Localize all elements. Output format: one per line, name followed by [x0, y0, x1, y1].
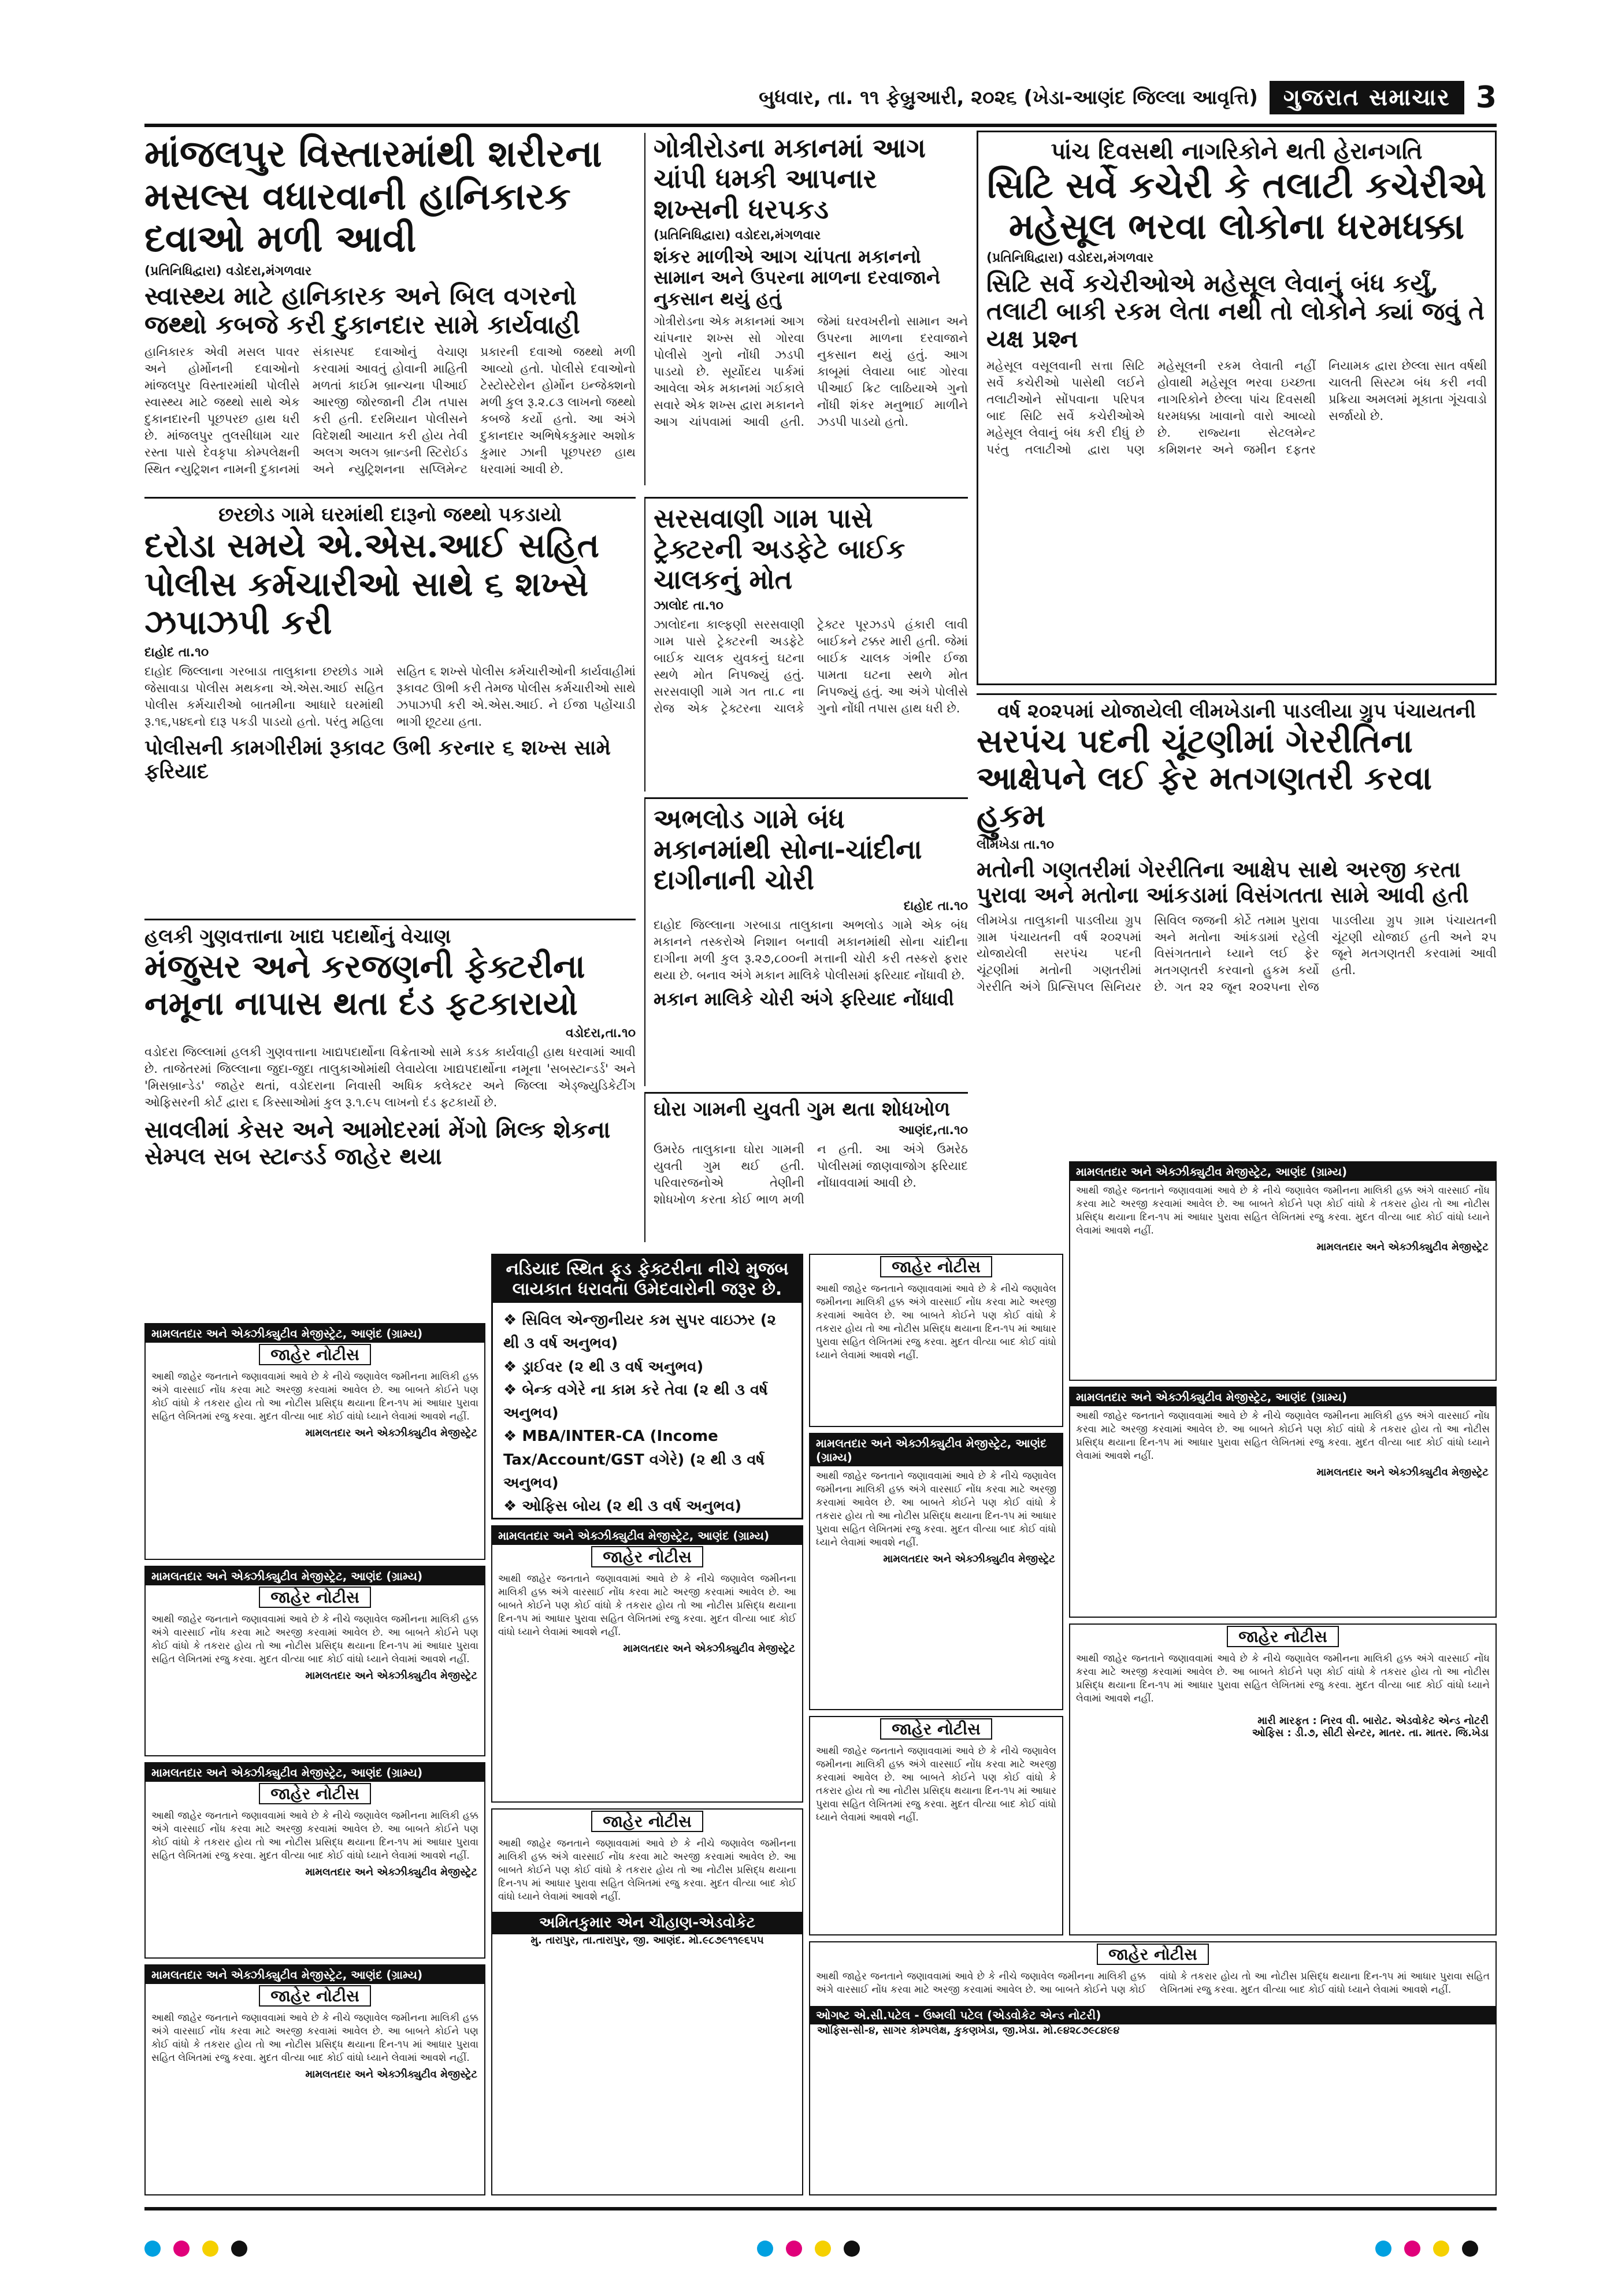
story-kicker: હલકી ગુણવત્તાના ખાદ્ય પદાર્થોનું વેચાણ — [144, 925, 451, 948]
story-body: વડોદરા જિલ્લામાં હલકી ગુણવત્તાના ખાદ્યપદાર્થોના વિક્રેતાઓ સામે કડક કાર્યવાહી હાથ ધરવામાં આવી છે. તાજેતરમાં જિલ્લાના જુદા-જુદા તાલુકાઓમાંથી લેવાયેલા ખાદ્યપદાર્થોના નમૂના 'સબસ્ટાન્ડર્ડ' અને 'મિસબ્રાન્ડેડ' જાહેર થતાં, વડોદરાના નિવાસી અધિક કલેક્ટર અને જિલ્લા એડ્જ્યુડિકેટીંગ ઓફિસરની કોર્ટ દ્વારા ૬ કિસ્સાઓમાં કુલ રૂ.૧.૯૫ લાખનો દંડ ફટકાર્યો છે. — [144, 1045, 636, 1109]
story-byline: દાહોદ તા.૧૦ — [903, 898, 968, 913]
yellow-dot — [202, 2241, 218, 2257]
advocate-address: મુ. તારાપુર, તા.તારાપુર, જી. આણંદ. મો.૯૮૭૯૧૧૯૬૫૫ — [530, 1934, 764, 1946]
notice-signoff: મામલતદાર અને એક્ઝીક્યુટીવ મેજીસ્ટ્રેટ — [1316, 1466, 1489, 1478]
story-byline: વડોદરા,તા.૧૦ — [565, 1026, 636, 1041]
notice-signoff: મામલતદાર અને એક્ઝીક્યુટીવ મેજીસ્ટ્રેટ — [305, 1669, 477, 1682]
notice-office: મામલતદાર અને એક્ઝીક્યુટીવ મેજીસ્ટ્રેટ, આણંદ (ગ્રામ્ય) — [146, 1966, 484, 1984]
job-advertisement — [491, 1254, 803, 1519]
notice-body: આથી જાહેર જનતાને જણાવવામાં આવે છે કે નીચે જણાવેલ જમીનના માલિકી હક્ક અંગે વારસાઈ નોંધ કરવા માટે અરજી કરવામાં આવેલ છે. આ બાબતે કોઈને પણ કોઈ વાંધો કે તકરાર હોય તો આ નોટીસ પ્રસિદ્ધ થયાના દિન-૧૫ માં આધાર પુરાવા સહિત લેખિતમાં રજુ કરવા. મુદત વીત્યા બાદ કોઈ વાંધો ધ્યાને લેવામાં આવશે નહીં. — [151, 1371, 478, 1422]
job-item: ❖ બેન્ક વગેરે ના કામ કરે તેવા (૨ થી ૩ વર્ષ અનુભવ) — [503, 1381, 768, 1422]
newspaper-brand: ગુજરાત સમાચાર — [1270, 81, 1464, 114]
notice-body: આથી જાહેર જનતાને જણાવવામાં આવે છે કે નીચે જણાવેલ જમીનના માલિકી હક્ક અંગે વારસાઈ નોંધ કરવા માટે અરજી કરવામાં આવેલ છે. આ બાબતે કોઈને પણ કોઈ વાંધો કે તકરાર હોય તો આ નોટીસ પ્રસિદ્ધ થયાના દિન-૧૫ માં આધાર પુરાવા સહિત લેખિતમાં રજુ કરવા. મુદત વીત્યા બાદ કોઈ વાંધો ધ્યાને લેવામાં આવશે નહીં. — [498, 1838, 796, 1903]
notice-title: જાહેર નોટીસ — [259, 1587, 371, 1608]
story-kicker: વર્ષ ૨૦૨૫માં યોજાયેલી લીમખેડાની પાડલીયા ગ્રુપ પંચાયતની — [997, 700, 1476, 723]
notice-signoff: મામલતદાર અને એક્ઝીક્યુટીવ મેજીસ્ટ્રેટ — [1316, 1240, 1489, 1253]
notice-office: મામલતદાર અને એક્ઝીક્યુટીવ મેજીસ્ટ્રેટ, આણંદ (ગ્રામ્ય) — [810, 1434, 1062, 1466]
magenta-dot — [1404, 2241, 1420, 2257]
notice-title: જાહેર નોટીસ — [259, 1344, 371, 1365]
story-subhead: શંકર માળીએ આગ ચાંપતા મકાનનો સામાન અને ઉપરના માળના દરવાજાને નુકસાન થયું હતું — [654, 245, 941, 310]
story-headline: સિટિ સર્વે કચેરી કે તલાટી કચેરીએ મહેસૂલ ભરવા લોકોના ધરમધક્કા — [987, 164, 1486, 248]
story-body: દાહોદ જિલ્લાના ગરબાડા તાલુકાના છરછોડ ગામે જેસાવાડા પોલીસ મથકના એ.એસ.આઈ સહિત પોલીસ કર્મચારીઓ બાતમીના આધારે ઘરમાંથી રૂ.૧૬,૫૪૬નો દારૂ પકડી પાડયો હતો. પરંતુ મહિલા સહિત ૬ શખ્સે પોલીસ કર્મચારીઓની કાર્યવાહીમાં રૂકાવટ ઊભી કરી તેમજ પોલીસ કર્મચારીઓ સાથે ઝપાઝપી કરી એ.એસ.આઈ. ને ઈજા પહોંચાડી ભાગી છૂટયા હતા. — [144, 664, 636, 729]
story-subhead: સિટિ સર્વે કચેરીઓએ મહેસૂલ લેવાનું બંધ કર્યું, તલાટી બાકી રકમ લેતા નથી તો લોકોને ક્યાં જવું તે યક્ષ પ્રશ્ન — [986, 269, 1485, 354]
story-city-survey — [977, 131, 1497, 685]
story-headline: સરસવાણી ગામ પાસે ટ્રેક્ટરની અડફેટે બાઈક ચાલકનું મોત — [654, 503, 906, 595]
public-notice — [1069, 1623, 1497, 1935]
story-byline: (પ્રતિનિધિદ્વારા) વડોદરા,મંગળવાર — [654, 228, 821, 243]
story-subhead: સાવલીમાં કેસર અને આમોદરમાં મેંગો મિલ્ક શેકના સેમ્પલ સબ સ્ટાન્ડર્ડ જાહેર થયા — [144, 1116, 611, 1170]
advocate-address: ઓફિસ-સી-૪, સાગર કોમ્પલેક્ષ, કુકણખેડા, જી.ખેડા. મો.૯૪૨૮૭૯૮૪૯૪ — [817, 2024, 1120, 2037]
story-byline: (પ્રતિનિધિદ્વારા) વડોદરા,મંગળવાર — [144, 263, 312, 278]
black-dot — [231, 2241, 247, 2257]
story-headline: સરપંચ પદની ચૂંટણીમાં ગેરરીતિના આક્ષેપને લઈ ફેર મતગણતરી કરવા હુકમ — [977, 722, 1433, 835]
advocate-address: ઓફિસ : ડી.૭, સીટી સેન્ટર, માતર. તા. માતર. જિ.ખેડા — [1252, 1726, 1489, 1739]
masthead-rule — [144, 124, 1497, 127]
notice-office: મામલતદાર અને એક્ઝીક્યુટીવ મેજીસ્ટ્રેટ, આણંદ (ગ્રામ્ય) — [1070, 1388, 1495, 1406]
story-food-samples — [144, 919, 636, 1312]
magenta-dot — [173, 2241, 190, 2257]
yellow-dot — [815, 2241, 831, 2257]
notice-title: જાહેર નોટીસ — [591, 1811, 703, 1832]
story-chharchhod-raid — [144, 497, 636, 913]
job-item — [503, 1518, 791, 1519]
story-headline: દરોડા સમયે એ.એસ.આઈ સહિત પોલીસ કર્મચારીઓ સાથે ૬ શખ્સે ઝપાઝપી કરી — [144, 526, 600, 642]
dateline: બુધવાર, તા. ૧૧ ફેબ્રુઆરી, ૨૦૨૬ (ખેડા-આણંદ જિલ્લા આવૃત્તિ) — [759, 86, 1258, 109]
story-subhead: પોલીસની કામગીરીમાં રૂકાવટ ઉભી કરનાર ૬ શખ્સ સામે ફરિયાદ — [144, 735, 611, 784]
public-notice — [491, 1525, 803, 1803]
story-headline: ગોત્રીરોડના મકાનમાં આગ ચાંપી ધમકી આપનાર શખ્સની ધરપકડ — [654, 133, 926, 225]
story-headline: ઘોરા ગામની યુવતી ગુમ થતા શોધખોળ — [654, 1098, 951, 1121]
story-kicker: છરછોડ ગામે ઘરમાંથી દારૂનો જથ્થો પકડાયો — [218, 503, 562, 526]
notice-body: આથી જાહેર જનતાને જણાવવામાં આવે છે કે નીચે જણાવેલ જમીનના માલિકી હક્ક અંગે વારસાઈ નોંધ કરવા માટે અરજી કરવામાં આવેલ છે. આ બાબતે કોઈને પણ કોઈ વાંધો કે તકરાર હોય તો આ નોટીસ પ્રસિદ્ધ થયાના દિન-૧૫ માં આધાર પુરાવા સહિત લેખિતમાં રજુ કરવા. મુદત વીત્યા બાદ કોઈ વાંધો ધ્યાને લેવામાં આવશે નહીં. — [498, 1573, 796, 1638]
notice-body: આથી જાહેર જનતાને જણાવવામાં આવે છે કે નીચે જણાવેલ જમીનના માલિકી હક્ક અંગે વારસાઈ નોંધ કરવા માટે અરજી કરવામાં આવેલ છે. આ બાબતે કોઈને પણ કોઈ વાંધો કે તકરાર હોય તો આ નોટીસ પ્રસિદ્ધ થયાના દિન-૧૫ માં આધાર પુરાવા સહિત લેખિતમાં રજુ કરવા. મુદત વીત્યા બાદ કોઈ વાંધો ધ્યાને લેવામાં આવશે નહીં. — [816, 1470, 1056, 1548]
story-byline: લીમખેડા તા.૧૦ — [977, 838, 1055, 853]
public-notice — [144, 1762, 485, 1959]
cyan-dot — [144, 2241, 161, 2257]
black-dot — [844, 2241, 860, 2257]
story-body: દાહોદ જિલ્લાના ગરબાડા તાલુકાના અભલોડ ગામે એક બંધ મકાનને તસ્કરોએ નિશાન બનાવી મકાનમાંથી સોના ચાંદીના દાગીના મળી કુલ રૂ.૨૭,૮૦૦ની મત્તાની ચોરી કરી તસ્કરો ફરાર થયા છે. બનાવ અંગે મકાન માલિકે પોલીસમાં ફરિયાદ નોંધાવી છે. — [654, 917, 968, 982]
print-registration-marks — [144, 2241, 247, 2257]
notice-office: મામલતદાર અને એક્ઝીક્યુટીવ મેજીસ્ટ્રેટ, આણંદ (ગ્રામ્ય) — [146, 1324, 484, 1343]
notice-signoff: મામલતદાર અને એક્ઝીક્યુટીવ મેજીસ્ટ્રેટ — [623, 1642, 795, 1655]
public-notice — [144, 1323, 485, 1560]
story-byline: (પ્રતિનિધિદ્વારા) વડોદરા,મંગળવાર — [986, 250, 1154, 265]
notice-title: જાહેર નોટીસ — [1227, 1626, 1339, 1647]
masthead — [144, 74, 1497, 121]
footer-rule — [144, 2207, 1497, 2210]
advocate-signature: મારી મારફત : નિરવ વી. બારોટ. એડવોકેટ એન્ડ નોટરી — [1257, 1714, 1489, 1727]
story-body: ઉમરેઠ તાલુકાના ઘોરા ગામની યુવતી ગુમ થઈ હતી. પરિવારજનોએ તેણીની શોધખોળ કરતા કોઈ ભાળ મળી ન હતી. આ અંગે ઉમરેઠ પોલીસમાં જાણવાજોગ ફરિયાદ નોંધાવવામાં આવી છે. — [654, 1142, 968, 1206]
notice-body: આથી જાહેર જનતાને જણાવવામાં આવે છે કે નીચે જણાવેલ જમીનના માલિકી હક્ક અંગે વારસાઈ નોંધ કરવા માટે અરજી કરવામાં આવેલ છે. આ બાબતે કોઈને પણ કોઈ વાંધો કે તકરાર હોય તો આ નોટીસ પ્રસિદ્ધ થયાના દિન-૧૫ માં આધાર પુરાવા સહિત લેખિતમાં રજુ કરવા. મુદત વીત્યા બાદ કોઈ વાંધો ધ્યાને લેવામાં આવશે નહીં. — [1076, 1653, 1490, 1704]
notice-title: જાહેર નોટીસ — [591, 1546, 703, 1567]
public-notice — [809, 1433, 1063, 1710]
cyan-dot — [1375, 2241, 1391, 2257]
job-item: ❖ MBA/INTER-CA (Income Tax/Account/GST વગેરે) (૨ થી ૩ વર્ષ અનુભવ) — [503, 1428, 765, 1492]
public-notice — [1069, 1161, 1497, 1381]
job-item: ❖ ડ્રાઈવર (૨ થી ૩ વર્ષ અનુભવ) — [503, 1358, 704, 1376]
story-sarasvani-accident — [644, 497, 968, 792]
print-registration-marks — [757, 2241, 860, 2257]
job-ad-title: નડિયાદ સ્થિત ફૂડ ફેક્ટરીના નીચે મુજબ લાયકાત ધરાવતા ઉમેદવારોની જરૂર છે. — [493, 1255, 801, 1303]
story-headline: મંજુસર અને કરજણની ફેક્ટરીના નમૂના નાપાસ થતા દંડ ફટકારાયો — [144, 948, 585, 1023]
black-dot — [1462, 2241, 1478, 2257]
notice-body: આથી જાહેર જનતાને જણાવવામાં આવે છે કે નીચે જણાવેલ જમીનના માલિકી હક્ક અંગે વારસાઈ નોંધ કરવા માટે અરજી કરવામાં આવેલ છે. આ બાબતે કોઈને પણ કોઈ વાંધો કે તકરાર હોય તો આ નોટીસ પ્રસિદ્ધ થયાના દિન-૧૫ માં આધાર પુરાવા સહિત લેખિતમાં રજુ કરવા. મુદત વીત્યા બાદ કોઈ વાંધો ધ્યાને લેવામાં આવશે નહીં. — [1076, 1410, 1490, 1462]
story-abhalod-theft — [644, 797, 968, 1086]
story-byline: દાહોદ તા.૧૦ — [144, 645, 209, 660]
public-notice — [809, 1941, 1497, 2195]
notice-signoff: મામલતદાર અને એક્ઝીક્યુટીવ મેજીસ્ટ્રેટ — [305, 2068, 477, 2080]
story-headline: અભલોડ ગામે બંધ મકાનમાંથી સોના-ચાંદીના દાગીનાની ચોરી — [654, 803, 922, 896]
story-kicker: પાંચ દિવસથી નાગરિકોને થતી હેરાનગતિ — [1051, 138, 1423, 165]
story-body: ગોત્રીરોડના એક મકાનમાં આગ ચાંપનાર શખ્સ સો ગોરવા પોલીસે ગુનો નોંધી ઝડપી પાડયો છે. સૂર્યોદય પાર્કમાં આવેલા એક મકાનમાં ગઈકાલે સવારે એક શખ્સ દ્વારા મકાનને આગ ચાંપવામાં આવી હતી. જેમાં ઘરવખરીનો સામાન અને ઉપરના માળના દરવાજાને નુકસાન થયું હતું. આગ કાબૂમાં લેવાયા બાદ ગોરવા પીઆઈ ક્રિટ લાઠિયાએ ગુનો નોંધી શંકર મનુભાઈ માળીને ઝડપી પાડયો હતો. — [654, 314, 968, 429]
notice-signoff: મામલતદાર અને એક્ઝીક્યુટીવ મેજીસ્ટ્રેટ — [883, 1552, 1055, 1565]
story-byline: આણંદ,તા.૧૦ — [898, 1123, 968, 1138]
story-manjalpur — [144, 133, 636, 491]
public-notice — [809, 1716, 1063, 1935]
notice-body: આથી જાહેર જનતાને જણાવવામાં આવે છે કે નીચે જણાવેલ જમીનના માલિકી હક્ક અંગે વારસાઈ નોંધ કરવા માટે અરજી કરવામાં આવેલ છે. આ બાબતે કોઈને પણ કોઈ વાંધો કે તકરાર હોય તો આ નોટીસ પ્રસિદ્ધ થયાના દિન-૧૫ માં આધાર પુરાવા સહિત લેખિતમાં રજુ કરવા. મુદત વીત્યા બાદ કોઈ વાંધો ધ્યાને લેવામાં આવશે નહીં. — [816, 1283, 1056, 1361]
notice-office: મામલતદાર અને એક્ઝીક્યુટીવ મેજીસ્ટ્રેટ, આણંદ (ગ્રામ્ય) — [146, 1567, 484, 1585]
notice-office: મામલતદાર અને એક્ઝીક્યુટીવ મેજીસ્ટ્રેટ, આણંદ (ગ્રામ્ય) — [492, 1526, 802, 1545]
notice-title: જાહેર નોટીસ — [1097, 1944, 1209, 1965]
story-ghora-missing — [644, 1092, 968, 1242]
job-item: ❖ સિવિલ એન્જીનીયર કમ સુપર વાઇઝર (૨ થી ૩ વર્ષ અનુભવ) — [503, 1312, 776, 1353]
cyan-dot — [757, 2241, 773, 2257]
print-registration-marks — [1375, 2241, 1478, 2257]
public-notice — [491, 1808, 803, 2195]
public-notice — [1069, 1387, 1497, 1618]
notice-title: જાહેર નોટીસ — [880, 1718, 992, 1740]
yellow-dot — [1433, 2241, 1449, 2257]
notice-body: આથી જાહેર જનતાને જણાવવામાં આવે છે કે નીચે જણાવેલ જમીનના માલિકી હક્ક અંગે વારસાઈ નોંધ કરવા માટે અરજી કરવામાં આવેલ છે. આ બાબતે કોઈને પણ કોઈ વાંધો કે તકરાર હોય તો આ નોટીસ પ્રસિદ્ધ થયાના દિન-૧૫ માં આધાર પુરાવા સહિત લેખિતમાં રજુ કરવા. મુદત વીત્યા બાદ કોઈ વાંધો ધ્યાને લેવામાં આવશે નહીં. — [816, 1745, 1056, 1823]
story-subhead: મતોની ગણતરીમાં ગેરરીતિના આક્ષેપ સાથે અરજી કરતા પુરાવા અને મતોના આંકડામાં વિસંગતતા સામે આવી હતી — [977, 856, 1469, 908]
notice-signoff: મામલતદાર અને એક્ઝીક્યુટીવ મેજીસ્ટ્રેટ — [305, 1426, 477, 1439]
notice-signoff: મામલતદાર અને એક્ઝીક્યુટીવ મેજીસ્ટ્રેટ — [305, 1866, 477, 1878]
public-notice — [144, 1566, 485, 1756]
public-notice — [144, 1964, 485, 2195]
story-subhead: મકાન માલિકે ચોરી અંગે ફરિયાદ નોંધાવી — [654, 987, 954, 1010]
story-body: લીમખેડા તાલુકાની પાડલીયા ગ્રુપ ગ્રામ પંચાયતની વર્ષ ૨૦૨૫માં યોજાયેલી સરપંચ પદની ચૂંટણીમાં મતોની ગણતરીમાં ગેરરીતિ અંગે પ્રિન્સિપલ સિનિયર સિવિલ જજની કોર્ટે તમામ પુરાવા અને મતોના આંકડામાં રહેલી વિસંગતતાને ધ્યાને લઈ ફેર મતગણતરી કરવાનો હુકમ કર્યો છે. ગત ૨૨ જૂન ૨૦૨૫ના રોજ પાડલીયા ગ્રુપ ગ્રામ પંચાયતની ચૂંટણી યોજાઈ હતી અને ૨૫ જૂને મતગણતરી કરવામાં આવી હતી. — [977, 913, 1497, 994]
story-headline: માંજલપુર વિસ્તારમાંથી શરીરના મસલ્સ વધારવાની હાનિકારક દવાઓ મળી આવી — [144, 133, 602, 261]
notice-body: આથી જાહેર જનતાને જણાવવામાં આવે છે કે નીચે જણાવેલ જમીનના માલિકી હક્ક અંગે વારસાઈ નોંધ કરવા માટે અરજી કરવામાં આવેલ છે. આ બાબતે કોઈને પણ કોઈ વાંધો કે તકરાર હોય તો આ નોટીસ પ્રસિદ્ધ થયાના દિન-૧૫ માં આધાર પુરાવા સહિત લેખિતમાં રજુ કરવા. મુદત વીત્યા બાદ કોઈ વાંધો ધ્યાને લેવામાં આવશે નહીં. — [151, 1810, 478, 1862]
advocate-name: અમિતકુમાર એન ચૌહાણ-એડવોકેટ — [492, 1912, 802, 1934]
notice-body: આથી જાહેર જનતાને જણાવવામાં આવે છે કે નીચે જણાવેલ જમીનના માલિકી હક્ક અંગે વારસાઈ નોંધ કરવા માટે અરજી કરવામાં આવેલ છે. આ બાબતે કોઈને પણ કોઈ વાંધો કે તકરાર હોય તો આ નોટીસ પ્રસિદ્ધ થયાના દિન-૧૫ માં આધાર પુરાવા સહિત લેખિતમાં રજુ કરવા. મુદત વીત્યા બાદ કોઈ વાંધો ધ્યાને લેવામાં આવશે નહીં. — [1076, 1185, 1490, 1236]
page-number: 3 — [1475, 80, 1497, 115]
job-item: ❖ ઓફિસ બોય (૨ થી ૩ વર્ષ અનુભવ) — [503, 1498, 742, 1515]
notice-body: આથી જાહેર જનતાને જણાવવામાં આવે છે કે નીચે જણાવેલ જમીનના માલિકી હક્ક અંગે વારસાઈ નોંધ કરવા માટે અરજી કરવામાં આવેલ છે. આ બાબતે કોઈને પણ કોઈ વાંધો કે તકરાર હોય તો આ નોટીસ પ્રસિદ્ધ થયાના દિન-૧૫ માં આધાર પુરાવા સહિત લેખિતમાં રજુ કરવા. મુદત વીત્યા બાદ કોઈ વાંધો ધ્યાને લેવામાં આવશે નહીં. — [816, 1971, 1490, 1996]
story-byline: ઝાલોદ તા.૧૦ — [654, 598, 723, 613]
notice-title: જાહેર નોટીસ — [880, 1256, 992, 1277]
story-gotri-road — [644, 133, 968, 485]
story-body: ઝાલોદના કાલ્ફણી સરસવાણી ગામ પાસે ટ્રેક્ટરની અડફેટે બાઈક ચાલક યુવકનું ઘટના સ્થળે મોત નિપજ્યું હતું. સરસવાણી ગામે ગત તા.૮ ના રોજ એક ટ્રેક્ટરના ચાલકે ટ્રેક્ટર પૂરઝડપે હંકારી લાવી બાઈકને ટક્કર મારી હતી. જેમાં બાઈક ચાલક ગંભીર ઈજા પામતા ઘટના સ્થળે મોત નિપજ્યું હતું. આ અંગે પોલીસે ગુનો નોંધી તપાસ હાથ ધરી છે. — [654, 617, 968, 715]
job-ad-list — [493, 1303, 801, 1519]
notice-body: આથી જાહેર જનતાને જણાવવામાં આવે છે કે નીચે જણાવેલ જમીનના માલિકી હક્ક અંગે વારસાઈ નોંધ કરવા માટે અરજી કરવામાં આવેલ છે. આ બાબતે કોઈને પણ કોઈ વાંધો કે તકરાર હોય તો આ નોટીસ પ્રસિદ્ધ થયાના દિન-૧૫ માં આધાર પુરાવા સહિત લેખિતમાં રજુ કરવા. મુદત વીત્યા બાદ કોઈ વાંધો ધ્યાને લેવામાં આવશે નહીં. — [151, 2012, 478, 2064]
notice-body: આથી જાહેર જનતાને જણાવવામાં આવે છે કે નીચે જણાવેલ જમીનના માલિકી હક્ક અંગે વારસાઈ નોંધ કરવા માટે અરજી કરવામાં આવેલ છે. આ બાબતે કોઈને પણ કોઈ વાંધો કે તકરાર હોય તો આ નોટીસ પ્રસિદ્ધ થયાના દિન-૧૫ માં આધાર પુરાવા સહિત લેખિતમાં રજુ કરવા. મુદત વીત્યા બાદ કોઈ વાંધો ધ્યાને લેવામાં આવશે નહીં. — [151, 1614, 478, 1665]
notice-office: મામલતદાર અને એક્ઝીક્યુટીવ મેજીસ્ટ્રેટ, આણંદ (ગ્રામ્ય) — [1070, 1162, 1495, 1181]
notice-office: મામલતદાર અને એક્ઝીક્યુટીવ મેજીસ્ટ્રેટ, આણંદ (ગ્રામ્ય) — [146, 1763, 484, 1782]
magenta-dot — [786, 2241, 802, 2257]
notice-title: જાહેર નોટીસ — [259, 1985, 371, 2007]
story-padaliya-election — [977, 693, 1497, 1156]
public-notice — [809, 1254, 1063, 1427]
story-subhead: સ્વાસ્થ્ય માટે હાનિકારક અને બિલ વગરનો જથ્થો કબજે કરી દુકાનદાર સામે કાર્યવાહી — [144, 281, 580, 340]
story-body: મહેસૂલ વસૂલવાની સત્તા સિટિ સર્વે કચેરીઓ પાસેથી લઈને તલાટીઓને સોંપવાના પરિપત્ર બાદ સિટિ સર્વે કચેરીઓએ મહેસૂલ લેવાનું બંધ કરી દીધું છે પરંતુ તલાટીઓ દ્વારા પણ મહેસૂલની રકમ લેવાતી નહીં હોવાથી મહેસૂલ ભરવા ઇચ્છતા નાગરિકોને છેલ્લા પાંચ દિવસથી ધરમધક્કા ખાવાનો વારો આવ્યો છે. રાજ્યના સેટલમેન્ટ કમિશનર અને જમીન દફતર નિયામક દ્વારા છેલ્લા સાત વર્ષથી ચાલતી સિસ્ટમ બંધ કરી નવી પ્રક્રિયા અમલમાં મૂકાતા ગૂંચવાડો સર્જાયો છે. — [986, 359, 1487, 457]
notice-title: જાહેર નોટીસ — [259, 1783, 371, 1804]
advocate-signature: ઓગષ્ટ એ.સી.પટેલ - ઉષ્મલી પટેલ (એડવોકેટ એન્ડ નોટરી) — [810, 2006, 1495, 2024]
story-body: હાનિકારક એવી મસલ પાવર અને હોર્મોનની દવાઓનો માંજલપુર વિસ્તારમાંથી પોલીસે સ્વાસ્થ્ય માટે જથ્થો સાથે એક દુકાનદારની પૂછપરછ હાથ ધરી છે. માંજલપુર તુલસીધામ ચાર રસ્તા પાસે દેવકૃપા કોમ્પલેક્ષની સ્થિત ન્યુટ્રિશન નામની દુકાનમાં સંકાસ્પદ દવાઓનું વેચાણ કરવામાં આવતું હોવાની માહિતી મળતાં કાઈમ બ્રાન્ચના પીઆઈ આરજી જોરજાની ટીમ તપાસ કરી હતી. દરમિયાન પોલીસને વિદેશથી આયાત કરી હોય તેવી અલગ અલગ બ્રાન્ડની સ્ટિરોઈડ અને ન્યુટ્રિશનના સપ્લિમેન્ટ પ્રકારની દવાઓ જથ્થો મળી આવ્યો હતો. પોલીસે દવાઓનો ટેસ્ટોસ્ટેરોન હોર્મોન ઇન્જેક્શનો મળી કુલ રૂ.૨.૮૩ લાખનો જથ્થો કબજે કર્યો હતો. આ અંગે દુકાનદાર અભિષેકકુમાર અશોક કુમાર ઝાની પૂછપરછ હાથ ધરવામાં આવી છે. — [144, 344, 636, 476]
